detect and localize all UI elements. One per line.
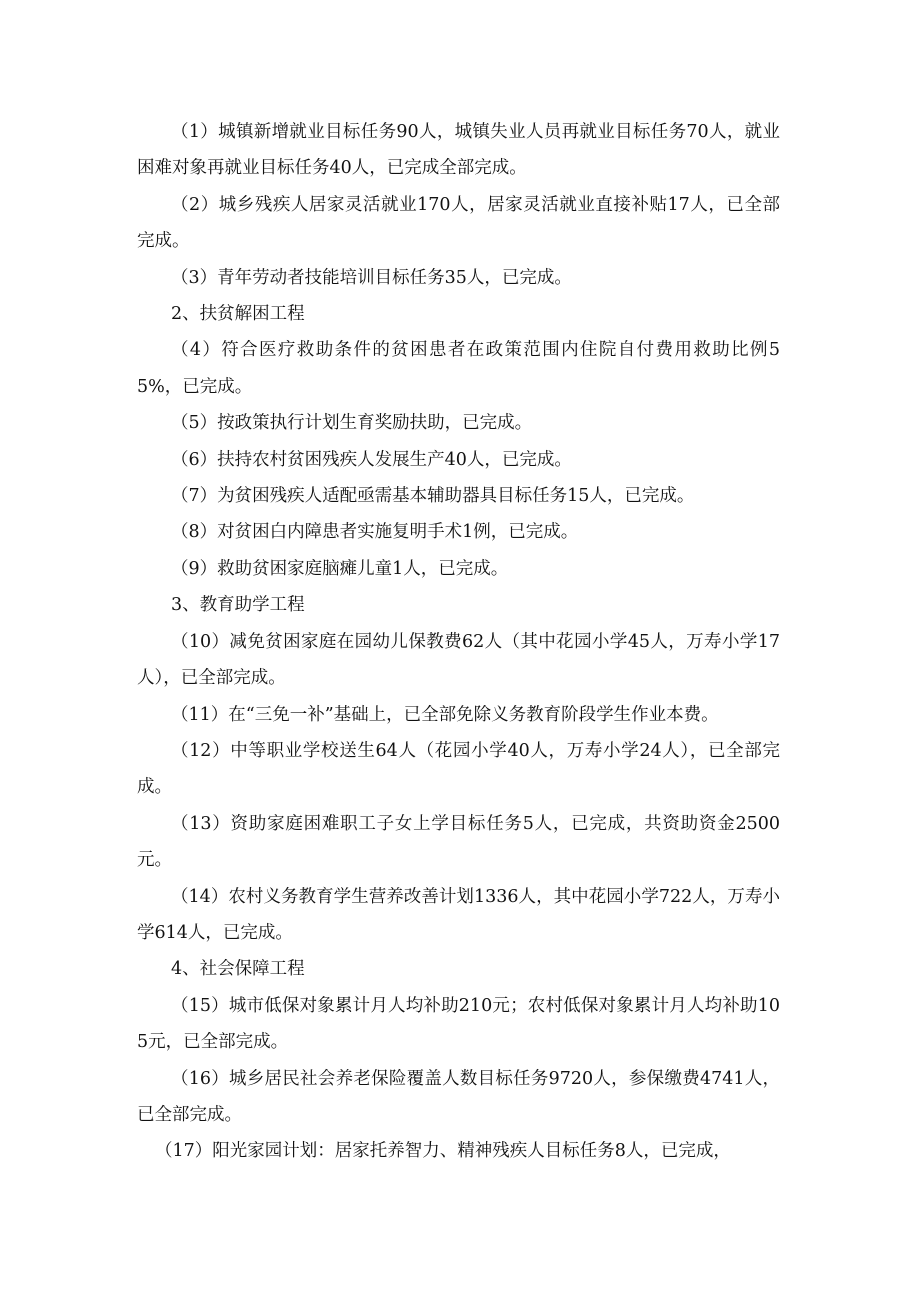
- paragraph-item-10: （10）减免贫困家庭在园幼儿保教费62人（其中花园小学45人，万寿小学17人），已全部完成。: [137, 631, 780, 689]
- paragraph-item-8: （8）对贫困白内障患者实施复明手术1例，已完成。: [171, 522, 579, 543]
- paragraph-item-7: （7）为贫困残疾人适配亟需基本辅助器具目标任务15人，已完成。: [171, 486, 695, 507]
- section-heading-3: 3、教育助学工程: [171, 595, 305, 616]
- paragraph-item-15: （15）城市低保对象累计月人均补助210元；农村低保对象累计月人均补助105元，已全部完成。: [137, 995, 780, 1053]
- paragraph-item-6: （6）扶持农村贫困残疾人发展生产40人，已完成。: [171, 449, 572, 470]
- paragraph-item-3: （3）青年劳动者技能培训目标任务35人，已完成。: [171, 267, 572, 288]
- paragraph-item-17: （17）阳光家园计划：居家托养智力、精神残疾人目标任务8人，已完成，: [155, 1141, 731, 1162]
- section-heading-2: 2、扶贫解困工程: [171, 304, 305, 325]
- document-body: [137, 114, 780, 1170]
- paragraph-item-12: （12）中等职业学校送生64人（花园小学40人，万寿小学24人），已全部完成。: [137, 740, 780, 798]
- paragraph-item-2: （2）城乡残疾人居家灵活就业170人，居家灵活就业直接补贴17人，已全部完成。: [137, 194, 780, 252]
- section-heading-4: 4、社会保障工程: [171, 959, 305, 980]
- paragraph-item-5: （5）按政策执行计划生育奖励扶助，已完成。: [171, 413, 533, 434]
- paragraph-item-14: （14）农村义务教育学生营养改善计划1336人，其中花园小学722人，万寿小学614人，已完成。: [137, 886, 780, 943]
- paragraph-item-4: （4）符合医疗救助条件的贫困患者在政策范围内住院自付费用救助比例55%，已完成。: [137, 340, 780, 397]
- paragraph-item-1: （1）城镇新增就业目标任务90人，城镇失业人员再就业目标任务70人，就业困难对象再就业目标任务40人，已完成全部完成。: [137, 122, 780, 179]
- paragraph-item-9: （9）救助贫困家庭脑瘫儿童1人，已完成。: [171, 558, 509, 579]
- paragraph-item-13: （13）资助家庭困难职工子女上学目标任务5人，已完成，共资助资金2500元。: [137, 813, 780, 871]
- paragraph-item-11: （11）在“三免一补”基础上，已全部免除义务教育阶段学生作业本费。: [171, 704, 719, 725]
- paragraph-item-16: （16）城乡居民社会养老保险覆盖人数目标任务9720人，参保缴费4741人，已全部完成。: [137, 1068, 780, 1125]
